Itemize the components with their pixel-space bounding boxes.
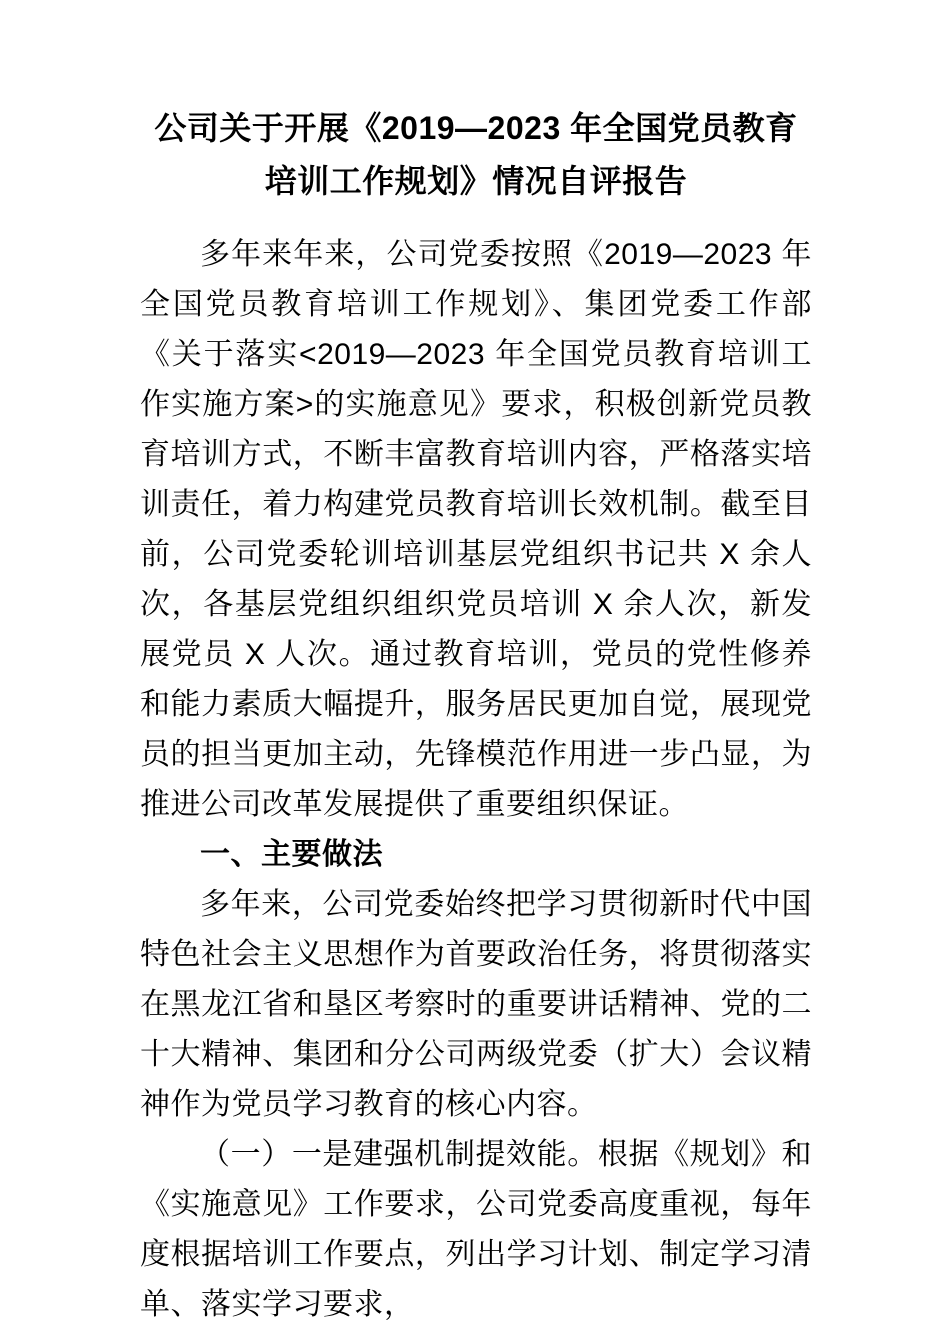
paragraph-section-lead: 多年来，公司党委始终把学习贯彻新时代中国特色社会主义思想作为首要政治任务，将贯彻落实在黑龙江省和垦区考察时的重要讲话精神、党的二十大精神、集团和分公司两级党委（扩大）会议精神作为党员学习教育的核心内容。 [140,888,812,1121]
document-title: 公司关于开展《2019—2023 年全国党员教育培训工作规划》情况自评报告 [154,110,798,199]
paragraph-subsection-1: （一）一是建强机制提效能。根据《规划》和《实施意见》工作要求，公司党委高度重视，每年度根据培训工作要点，列出学习计划、制定学习清单、落实学习要求， [140,1138,812,1321]
paragraph-intro: 多年来年来，公司党委按照《2019—2023 年全国党员教育培训工作规划》、集团党委工作部《关于落实<2019—2023 年全国党员教育培训工作实施方案>的实施意见》要求，积极创新党员教育培训方式，不断丰富教育培训内容，严格落实培训责任，着力构建党员教育培训长效机制。截至目前，公司党委轮训培训基层党组织书记共 X 余人次，各基层党组织组织党员培训 X 余人次，新发展党员 X 人次。通过教育培训，党员的党性修养和能力素质大幅提升，服务居民更加自觉，展现党员的担当更加主动，先锋模范作用进一步凸显，为推进公司改革发展提供了重要组织保证。 [140,238,812,821]
section-heading-main-approaches: 一、主要做法 [200,838,383,871]
